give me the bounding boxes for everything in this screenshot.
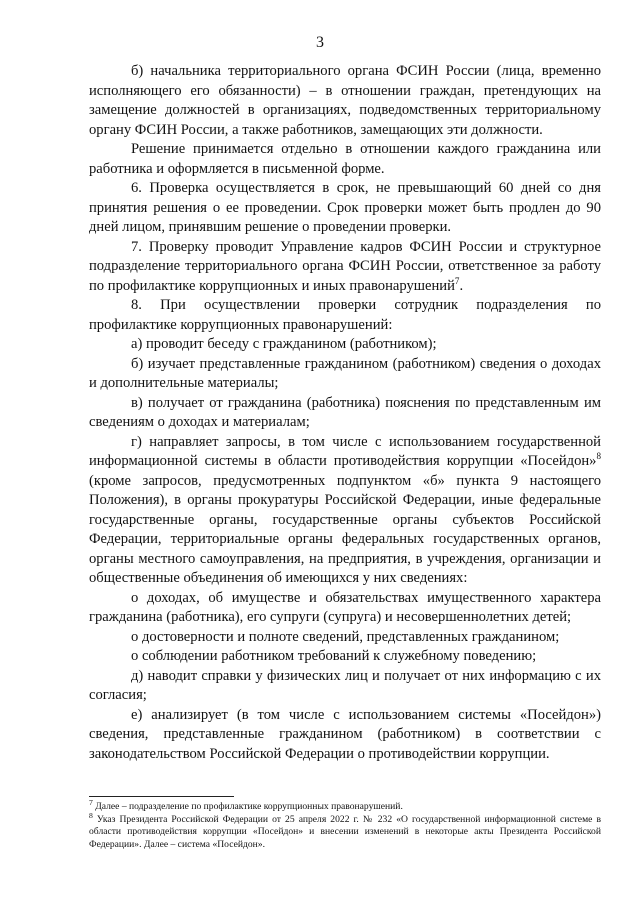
paragraph: о соблюдении работником требований к служебному поведению; xyxy=(131,648,537,664)
paragraph: о доходах, об имуществе и обязательствах имущественного характера гражданина (работника), его супруги (супруга) и несовершеннолетних детей; xyxy=(89,589,601,625)
paragraph: д) наводит справки у физических лиц и получает от них информацию с их согласия; xyxy=(89,667,601,703)
paragraph: 7. Проверку проводит Управление кадров ФСИН России и структурное подразделение территориального органа ФСИН России, ответственное за работу по профилактике коррупционных и иных правонарушений$^7$. xyxy=(89,238,601,294)
paragraph: 8. При осуществлении проверки сотрудник подразделения по профилактике коррупционных правонарушений: xyxy=(89,297,601,333)
footnote-mark: 8 xyxy=(89,810,93,820)
paragraph: е) анализирует (в том числе с использованием системы «Посейдон») сведения, представленные гражданином (работником) в соответствии с законодательством Российской Федерации о противодействии коррупции. xyxy=(89,706,601,762)
paragraph: б) начальника территориального органа ФСИН России (лица, временно исполняющего его обязанности) – в отношении граждан, претендующих на замещение должностей в организациях, подведомственных территориальному органу ФСИН России, а также работников, замещающих эти должности. xyxy=(89,63,601,138)
footnotes xyxy=(89,797,601,851)
paragraph: в) получает от гражданина (работника) пояснения по представленным им сведениям о доходах и материалам; xyxy=(89,394,601,430)
page-number: 3 xyxy=(316,34,324,51)
footnote: $^7$ Далее – подразделение по профилактике коррупционных правонарушений. xyxy=(89,797,403,812)
paragraph: б) изучает представленные гражданином (работником) сведения о доходах и дополнительные материалы; xyxy=(89,355,601,391)
paragraph: 6. Проверка осуществляется в срок, не превышающий 60 дней со дня принятия решения о ее проведении. Срок проверки может быть продлен до 90 дней лицом, принявшим решение о проведении проверки. xyxy=(89,180,601,235)
paragraph: о достоверности и полноте сведений, представленных гражданином; xyxy=(131,628,560,645)
paragraph: а) проводит беседу с гражданином (работником); xyxy=(131,336,437,352)
footnote-mark: 7 xyxy=(89,797,93,807)
footnote-ref: 8 xyxy=(596,451,601,462)
footnote: $^8$ Указ Президента Российской Федерации от 25 апреля 2022 г. № 232 «О государственной информационной системе в области противодействия коррупции «Посейдон» и внесении изменений в некоторые акты Президента Российской Федерации». Далее – система «Посейдон». xyxy=(89,810,601,850)
footnote-ref: 7 xyxy=(454,275,460,286)
footnote-divider xyxy=(89,796,234,797)
paragraph: г) направляет запросы, в том числе с использованием государственной информационной системы в области противодействия коррупции «Посейдон»$^8$ (кроме запросов, предусмотренных подпунктом «б» пункта 9 настоящего Положения), в органы прокуратуры Российской Федерации, иные федеральные государственные органы, государственные органы субъектов Российской Федерации, территориальные органы федеральных государственных органов, органы местного самоуправления, на предприятия, в учреждения, организации и общественные объединения об имеющихся у них сведениях: xyxy=(89,433,601,586)
document-body xyxy=(89,62,601,764)
paragraph: Решение принимается отдельно в отношении каждого гражданина или работника и оформляется в письменной форме. xyxy=(89,141,601,177)
